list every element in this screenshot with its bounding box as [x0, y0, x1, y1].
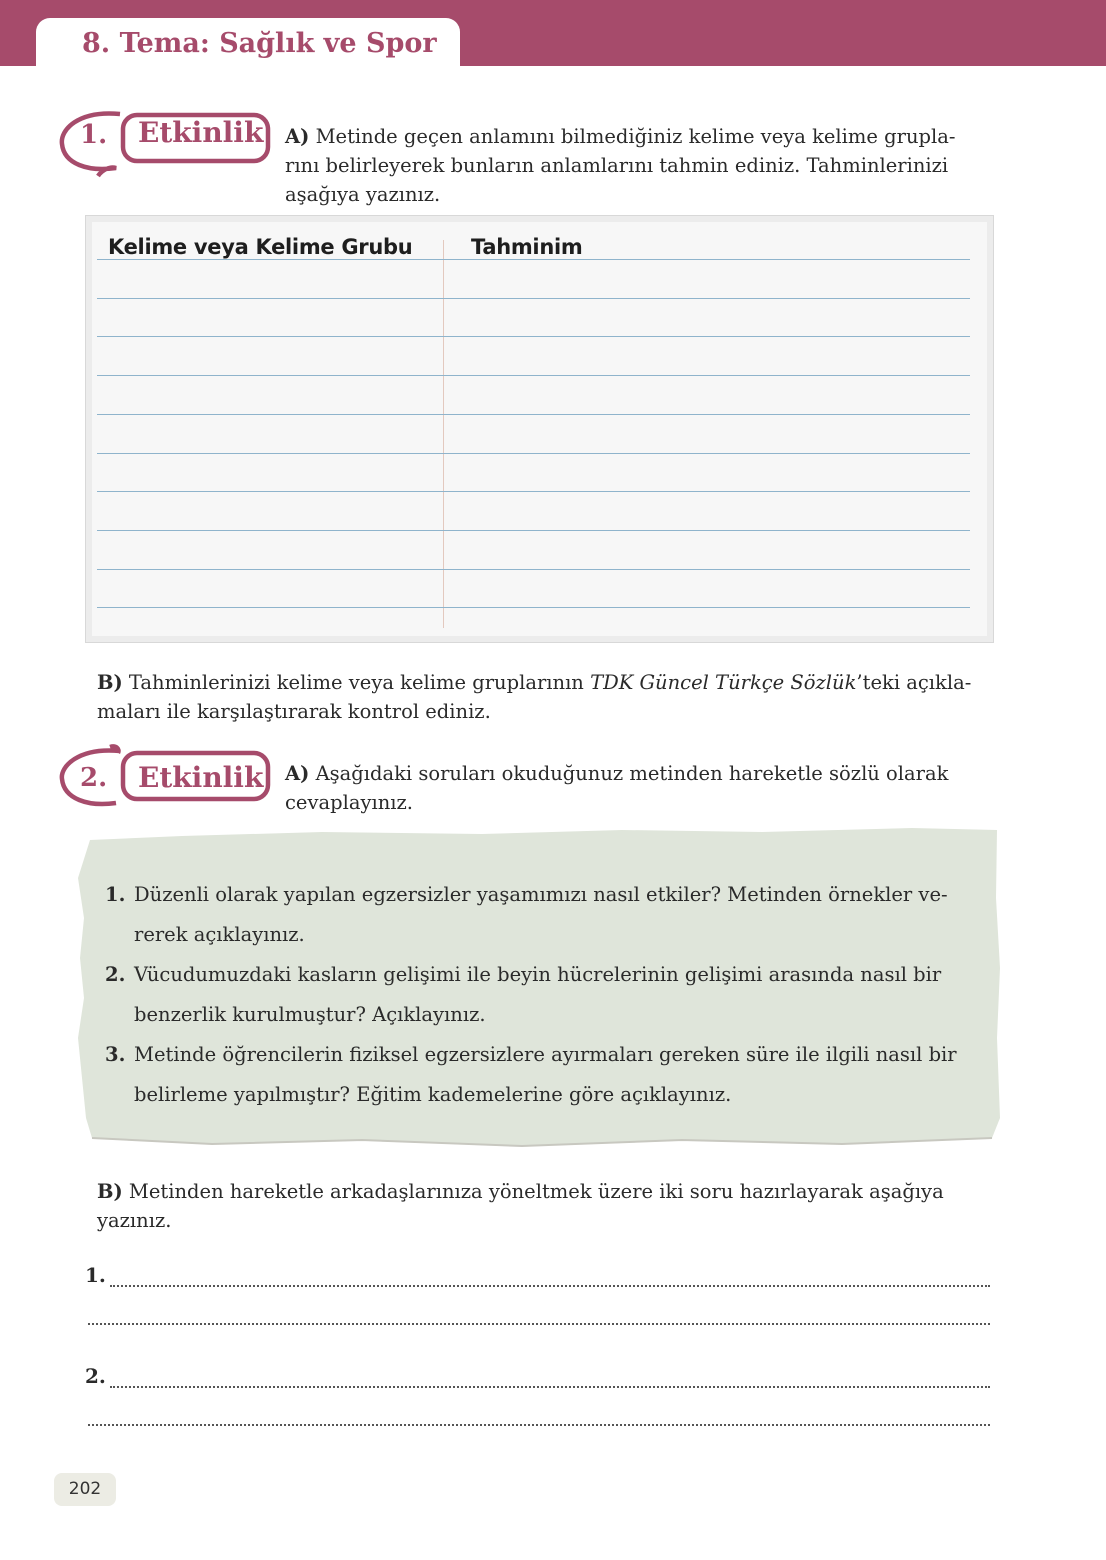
dictionary-name: TDK Güncel Türkçe Sözlük	[590, 671, 857, 694]
question-line: Metinde öğrencilerin fiziksel egzersizlere ayırmaları gereken süre ile ilgili nasıl bir	[134, 1043, 957, 1066]
answer-line[interactable]	[88, 1406, 990, 1426]
activity-2-part-b	[97, 1177, 987, 1235]
table-header-word: Kelime veya Kelime Grubu	[108, 235, 413, 259]
part-b-line: maları ile karşılaştırarak kontrol ediniz.	[97, 700, 491, 723]
answer-table	[85, 215, 994, 643]
table-rule[interactable]	[97, 491, 970, 492]
table-rule[interactable]	[97, 453, 970, 454]
answer-number: 2.	[85, 1364, 106, 1388]
part-b-line: yazınız.	[97, 1209, 172, 1232]
part-a-label: A)	[285, 762, 310, 785]
question-number: 2.	[105, 963, 126, 986]
question-number: 3.	[105, 1043, 126, 1066]
activity-number: 1.	[80, 120, 108, 150]
part-a-line: Metinde geçen anlamını bilmediğiniz kelime veya kelime grupla-	[315, 125, 956, 148]
page-number: 202	[54, 1473, 116, 1506]
question-line: Vücudumuzdaki kasların gelişimi ile beyin hücrelerinin gelişimi arasında nasıl bir	[134, 963, 942, 986]
question-item	[105, 875, 995, 955]
activity-2-part-a	[285, 759, 985, 817]
table-rule[interactable]	[97, 607, 970, 608]
question-line: benzerlik kurulmuştur? Açıklayınız.	[134, 1003, 486, 1026]
table-rule	[97, 259, 970, 260]
answer-line[interactable]	[88, 1305, 990, 1325]
activity-label: Etkinlik	[138, 761, 264, 794]
part-a-line: rını belirleyerek bunların anlamlarını tahmin ediniz. Tahminlerinizi	[285, 154, 949, 177]
question-number: 1.	[105, 883, 126, 906]
activity-1-part-a	[285, 122, 985, 209]
part-b-label: B)	[97, 671, 123, 694]
theme-title: 8. Tema: Sağlık ve Spor	[82, 28, 437, 59]
part-b-text: Tahminlerinizi kelime veya kelime gruplarının	[128, 671, 584, 694]
part-a-line: aşağıya yazınız.	[285, 183, 441, 206]
part-a-label: A)	[285, 125, 310, 148]
table-rule[interactable]	[97, 530, 970, 531]
table-rule[interactable]	[97, 336, 970, 337]
question-line: rerek açıklayınız.	[134, 923, 305, 946]
activity-1-badge	[58, 108, 278, 178]
activity-label: Etkinlik	[138, 116, 264, 149]
table-rule[interactable]	[97, 569, 970, 570]
activity-1-part-b	[97, 668, 987, 726]
question-item	[105, 1035, 995, 1115]
activity-number: 2.	[80, 763, 108, 793]
answer-line[interactable]	[110, 1368, 990, 1388]
activity-2-badge	[58, 743, 278, 813]
table-header-guess: Tahminim	[471, 235, 583, 259]
question-line: belirleme yapılmıştır? Eğitim kademelerine göre açıklayınız.	[134, 1083, 732, 1106]
part-b-text: ’teki açıkla-	[856, 671, 972, 694]
table-rule[interactable]	[97, 414, 970, 415]
answer-line[interactable]	[110, 1267, 990, 1287]
part-b-line: Metinden hareketle arkadaşlarınıza yöneltmek üzere iki soru hazırlayarak aşağıya	[128, 1180, 944, 1203]
answer-number: 1.	[85, 1263, 106, 1287]
part-a-line: cevaplayınız.	[285, 791, 413, 814]
table-rule[interactable]	[97, 375, 970, 376]
table-rule[interactable]	[97, 298, 970, 299]
part-b-label: B)	[97, 1180, 123, 1203]
part-a-line: Aşağıdaki soruları okuduğunuz metinden hareketle sözlü olarak	[315, 762, 949, 785]
question-item	[105, 955, 995, 1035]
question-line: Düzenli olarak yapılan egzersizler yaşamımızı nasıl etkiler? Metinden örnekler ve-	[134, 883, 948, 906]
